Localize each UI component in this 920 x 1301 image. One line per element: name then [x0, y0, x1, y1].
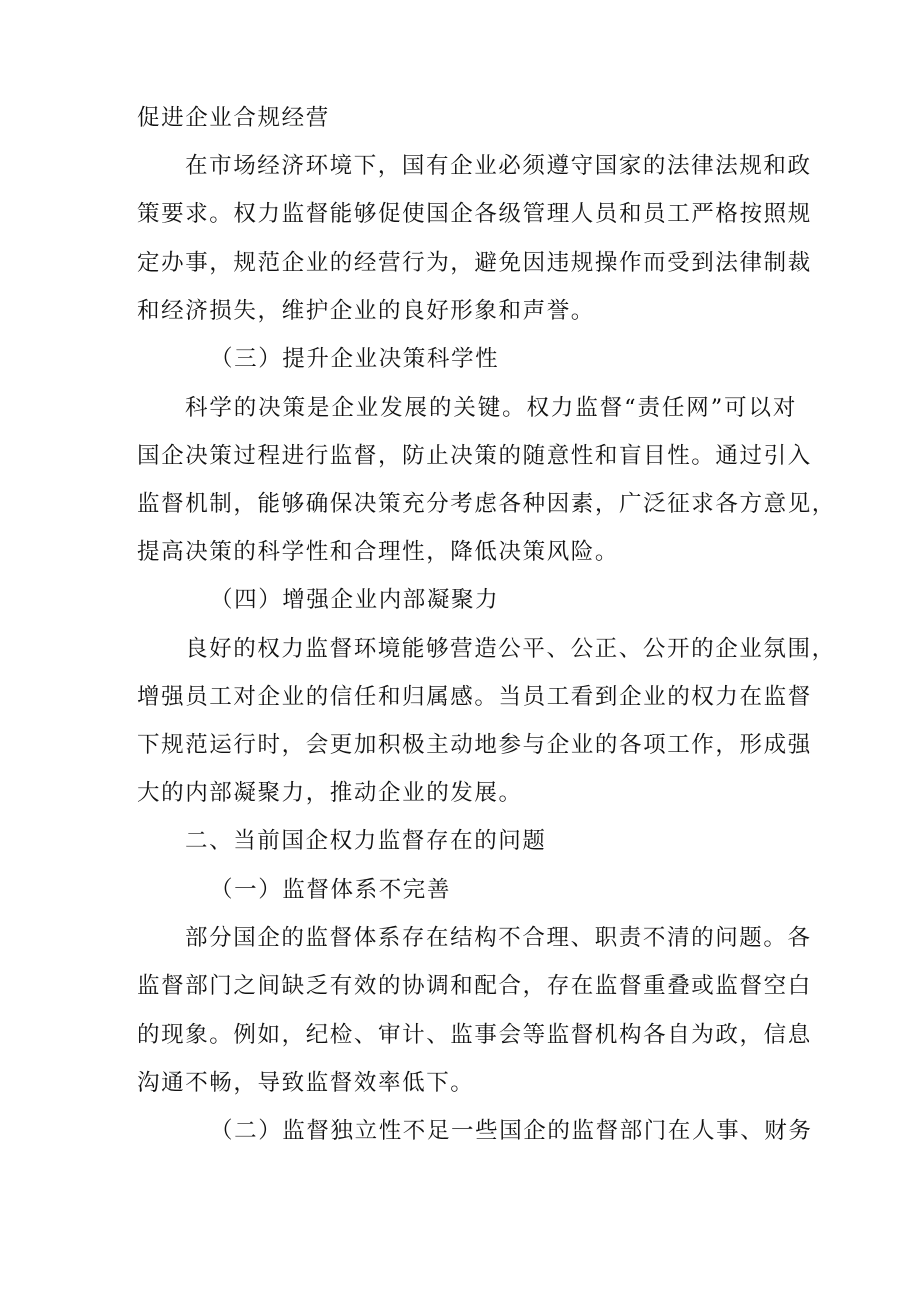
subheading-decision-science: （三）提升企业决策科学性	[210, 346, 500, 372]
subheading-cohesion: （四）增强企业内部凝聚力	[210, 587, 500, 613]
paragraph-line: 部分国企的监督体系存在结构不合理、职责不清的问题。各	[185, 925, 812, 951]
paragraph-line: 大的内部凝聚力，推动企业的发展。	[137, 780, 523, 806]
paragraph-line: 国企决策过程进行监督，防止决策的随意性和盲目性。通过引入	[137, 443, 812, 469]
paragraph-line: 沟通不畅，导致监督效率低下。	[137, 1070, 475, 1096]
paragraph-line: 提高决策的科学性和合理性，降低决策风险。	[137, 539, 620, 565]
paragraph-line: 监督机制，能够确保决策充分考虑各种因素，广泛征求各方意见，	[137, 491, 836, 517]
section-heading-compliance: 促进企业合规经营	[137, 105, 330, 131]
paragraph-line: 良好的权力监督环境能够营造公平、公正、公开的企业氛围，	[185, 636, 836, 662]
subheading-independence: （二）监督独立性不足一些国企的监督部门在人事、财务	[210, 1118, 813, 1144]
paragraph-line: 科学的决策是企业发展的关键。权力监督“责任网”可以对	[185, 395, 797, 421]
paragraph-line: 和经济损失，维护企业的良好形象和声誉。	[137, 298, 595, 324]
paragraph-line: 增强员工对企业的信任和归属感。当员工看到企业的权力在监督	[137, 684, 812, 710]
section-heading-problems: 二、当前国企权力监督存在的问题	[185, 828, 547, 854]
subheading-supervision-system: （一）监督体系不完善	[210, 877, 452, 903]
paragraph-line: 定办事，规范企业的经营行为，避免因违规操作而受到法律制裁	[137, 250, 812, 276]
paragraph-line: 监督部门之间缺乏有效的协调和配合，存在监督重叠或监督空白	[137, 973, 812, 999]
paragraph-line: 在市场经济环境下，国有企业必须遵守国家的法律法规和政	[185, 153, 812, 179]
paragraph-line: 下规范运行时，会更加积极主动地参与企业的各项工作，形成强	[137, 732, 812, 758]
paragraph-line: 策要求。权力监督能够促使国企各级管理人员和员工严格按照规	[137, 201, 812, 227]
paragraph-line: 的现象。例如，纪检、审计、监事会等监督机构各自为政，信息	[137, 1022, 812, 1048]
